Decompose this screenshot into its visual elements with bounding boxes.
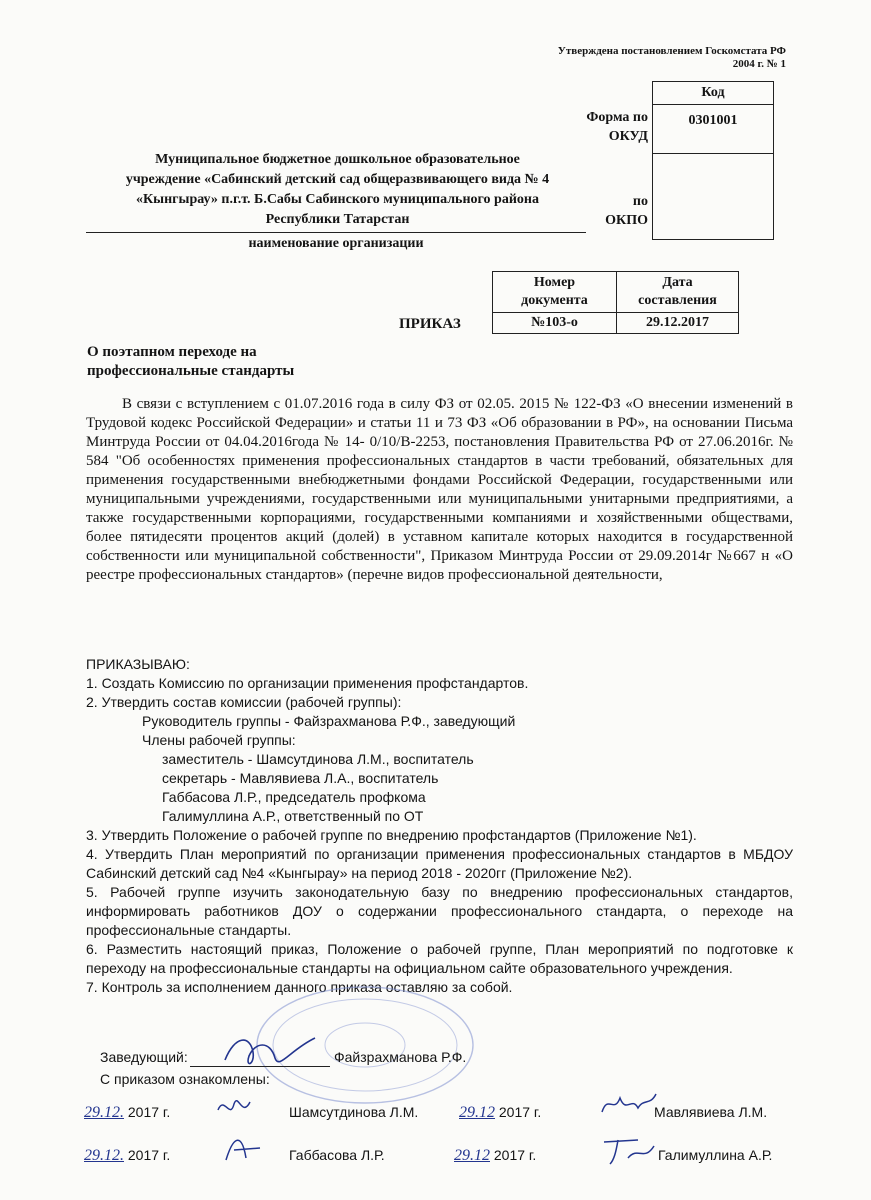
ack-row-2 [84,1147,170,1165]
order-item-1: 1. Создать Комиссию по организации применения профстандартов. [86,675,529,691]
org-line-4: Республики Татарстан [265,212,410,227]
ack-year: 2017 г. [490,1147,537,1163]
order-item-5: 5. Рабочей группе изучить законодательную базу по внедрению профессиональных стандартов, информировать работников ДОУ о содержании профессионального стандарта, о переходе на профессиональные стандарты. [86,884,793,938]
document-table [492,271,739,334]
order-item-4: 4. Утвердить План мероприятий по организации применения профессиональных стандартов в МБДОУ Сабинский детский сад №4 «Кынгырау» на период 2018 - 2020гг (Приложение №2). [86,846,793,881]
signature-icon [210,1090,260,1125]
document-title: ПРИКАЗ [399,316,461,332]
signature-icon [598,1088,658,1123]
head-signature-icon [215,1030,325,1075]
approval-note [506,45,786,71]
okud-code: 0301001 [653,105,774,154]
head-label: Заведующий: [100,1049,188,1065]
okud-label-line1: Форма по [586,110,648,125]
ack-date: 29.12. [84,1104,124,1121]
number-header-line2: документа [521,293,588,308]
member-2: секретарь - Мавлявиева Л.А., воспитатель [162,770,439,786]
ack-date: 29.12 [454,1147,490,1164]
document-date: 29.12.2017 [617,313,739,334]
signature-icon [598,1132,658,1168]
ack-name: Шамсутдинова Л.М. [289,1104,419,1120]
acquainted-label: С приказом ознакомлены: [100,1071,270,1087]
ack-date: 29.12. [84,1147,124,1164]
document-number: №103-о [493,313,617,334]
code-header: Код [653,82,774,105]
orders-heading: ПРИКАЗЫВАЮ: [86,656,190,672]
group-leader: Руководитель группы - Файзрахманова Р.Ф., заведующий [142,713,516,729]
ack-name: Мавлявиева Л.М. [654,1104,768,1120]
subject [87,343,387,381]
order-item-2: 2. Утвердить состав комиссии (рабочей группы): [86,694,402,710]
ack-name: Габбасова Л.Р. [289,1147,385,1163]
ack-year: 2017 г. [124,1147,171,1163]
orders-section [86,655,793,997]
date-header [617,272,739,313]
okpo-label-line2: ОКПО [605,213,648,228]
code-table [652,81,774,240]
members-label: Члены рабочей группы: [142,732,296,748]
order-item-7: 7. Контроль за исполнением данного приказа оставляю за собой. [86,979,513,995]
intro-paragraph: В связи с вступлением с 01.07.2016 года в силу ФЗ от 02.05. 2015 № 122-ФЗ «О внесении изменений в Трудовой кодекс Российской Федерации» и статьи 11 и 73 ФЗ «Об образовании в РФ», на основании Письма Минтруда России от 04.04.2016года № 14- 0/10/В-2253, постановления Правительства РФ от 27.06.2016г. № 584 "Об особенностях применения профессиональных стандартов в части требований, обязательных для применения государственными внебюджетными фондами Российской Федерации, государственными или муниципальными учреждениями, государственными или муниципальными унитарными предприятиями, а также государственными корпорациями, государственными компаниями и хозяйственными обществами, более пятидесяти процентов акций (долей) в уставном капитале которых находится в государственной собственности или муниципальной собственности", Приказом Минтруда России от 29.09.2014г №667 н «О реестре профессиональных стандартов» (перечне видов профессиональной деятельности, [86,396,793,583]
order-item-3: 3. Утвердить Положение о рабочей группе по внедрению профстандартов (Приложение №1). [86,827,697,843]
okpo-code [653,154,774,240]
subject-line-2: профессиональные стандарты [87,363,295,379]
org-line-3: «Кынгырау» п.г.т. Б.Сабы Сабинского муниципального района [136,192,539,207]
ack-row-1b [459,1104,541,1122]
signature-icon [220,1130,270,1168]
date-header-line2: составления [638,293,717,308]
ack-name: Галимуллина А.Р. [658,1147,773,1163]
approval-line-2: 2004 г. № 1 [732,58,786,70]
date-header-line1: Дата [662,275,693,290]
org-caption: наименование организации [248,236,424,251]
ack-year: 2017 г. [124,1104,171,1120]
number-header-line1: Номер [533,275,576,290]
ack-date: 29.12 [459,1104,495,1121]
approval-line-1: Утверждена постановлением Госкомстата РФ [557,45,786,57]
member-1: заместитель - Шамсутдинова Л.М., воспитатель [162,751,474,767]
subject-line-1: О поэтапном переходе на [87,344,257,360]
order-item-6: 6. Разместить настоящий приказ, Положение о рабочей группе, План мероприятий по подготовке к переходу на профессиональные стандарты на официальном сайте образовательного учреждения. [86,941,793,976]
okud-label-line2: ОКУД [608,129,648,144]
org-line-2: учреждение «Сабинский детский сад общеразвивающего вида № 4 [125,172,550,187]
organization-name [95,150,580,230]
ack-row-1 [84,1104,170,1122]
org-line-1: Муниципальное бюджетное дошкольное образовательное [155,152,520,167]
ack-year: 2017 г. [495,1104,542,1120]
member-4: Галимуллина А.Р., ответственный по ОТ [162,808,424,824]
okud-label [560,108,648,146]
org-underline [86,232,586,233]
head-name: Файзрахманова Р.Ф. [334,1049,467,1065]
ack-row-2b [454,1147,536,1165]
okpo-label-line1: по [632,194,648,209]
number-header [493,272,617,313]
member-3: Габбасова Л.Р., председатель профкома [162,789,426,805]
